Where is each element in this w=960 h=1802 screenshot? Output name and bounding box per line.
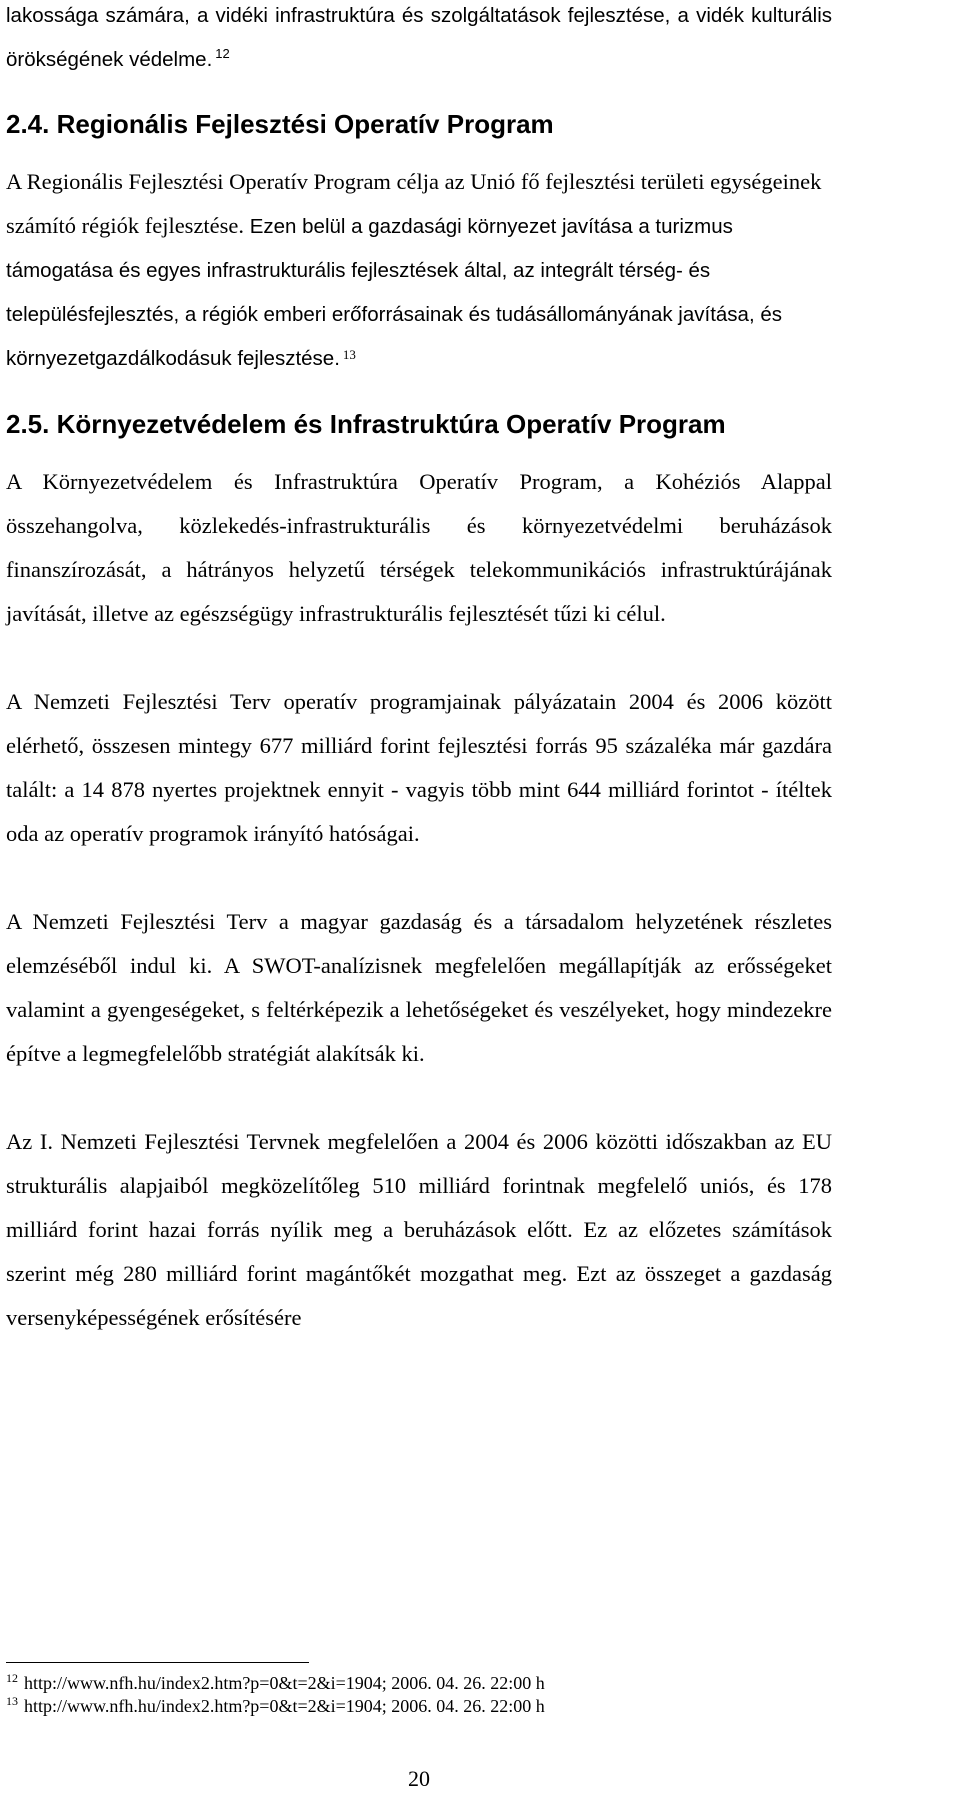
paragraph-2-4-sans-part: Ezen belül a gazdasági környezet javítása a turizmus támogatása és egyes infrastrukturális fejlesztések által, az integrált térség- és településfejlesztés, a régiók emberi erőforrásainak és tudásállományának javítása, és környezetgazdálkodásuk fejlesztése.: [6, 215, 782, 370]
footnote-divider: [6, 1662, 309, 1663]
footnote-text: http://www.nfh.hu/index2.htm?p=0&t=2&i=1904; 2006. 04. 26. 22:00 h: [24, 1696, 545, 1716]
footnote-text: http://www.nfh.hu/index2.htm?p=0&t=2&i=1904; 2006. 04. 26. 22:00 h: [24, 1673, 545, 1693]
heading-2-5: 2.5. Környezetvédelem és Infrastruktúra Operatív Program: [6, 409, 726, 439]
paragraph-intro: lakossága számára, a vidéki infrastruktúra és szolgáltatások fejlesztése, a vidék kulturális örökségének védelme. $^{12}$: [6, 4, 832, 71]
footnote-12: [6, 1672, 545, 1695]
paragraph-2-4-serif-part: A Regionális Fejlesztési Operatív Program célja az Unió fő fejlesztési területi egységeinek számító régiók fejlesztése.: [6, 169, 822, 238]
paragraph-nft-2: A Nemzeti Fejlesztési Terv a magyar gazdaság és a társadalom helyzetének részletes elemzéséből indul ki. A SWOT-analízisnek megfelelően megállapítják az erősségeket valamint a gyengeségeket, s feltérképezik a lehetőségeket és veszélyeket, hogy mindezekre építve a legmegfelelőbb stratégiát alakítsák ki.: [6, 909, 832, 1066]
page-number: 20: [408, 1766, 430, 1791]
footnote-ref-12: 12: [215, 46, 230, 62]
heading-2-4: 2.4. Regionális Fejlesztési Operatív Program: [6, 109, 554, 139]
footnote-number: 12: [6, 1671, 18, 1685]
paragraph-nft-3: Az I. Nemzeti Fejlesztési Tervnek megfelelően a 2004 és 2006 közötti időszakban az EU strukturális alapjaiból megközelítőleg 510 milliárd forintnak megfelelő uniós, és 178 milliárd forint hazai forrás nyílik meg a beruházások előtt. Ez az előzetes számítások szerint még 280 milliárd forint magántőkét mozgathat meg. Ezt az összeget a gazdaság versenyképességének erősítésére: [6, 1129, 832, 1330]
footnote-13: [6, 1695, 545, 1718]
footnote-number: 13: [6, 1694, 18, 1708]
paragraph-nft-1: A Nemzeti Fejlesztési Terv operatív programjainak pályázatain 2004 és 2006 között elérhető, összesen mintegy 677 milliárd forint fejlesztési forrás 95 százaléka már gazdára talált: a 14 878 nyertes projektnek ennyit - vagyis több mint 644 milliárd forintot - ítéltek oda az operatív programok irányító hatóságai.: [6, 689, 832, 846]
document-page: [6, 0, 832, 1340]
footnote-ref-13: 13: [342, 346, 356, 362]
footnotes: [6, 1672, 545, 1718]
paragraph-2-5: A Környezetvédelem és Infrastruktúra Operatív Program, a Kohéziós Alappal összehangolva, közlekedés-infrastrukturális és környezetvédelmi beruházások finanszírozását, a hátrányos helyzetű térségek telekommunikációs infrastruktúrájának javítását, illetve az egészségügy infrastrukturális fejlesztését tűzi ki célul.: [6, 469, 832, 626]
paragraph-2-4: [6, 160, 832, 381]
